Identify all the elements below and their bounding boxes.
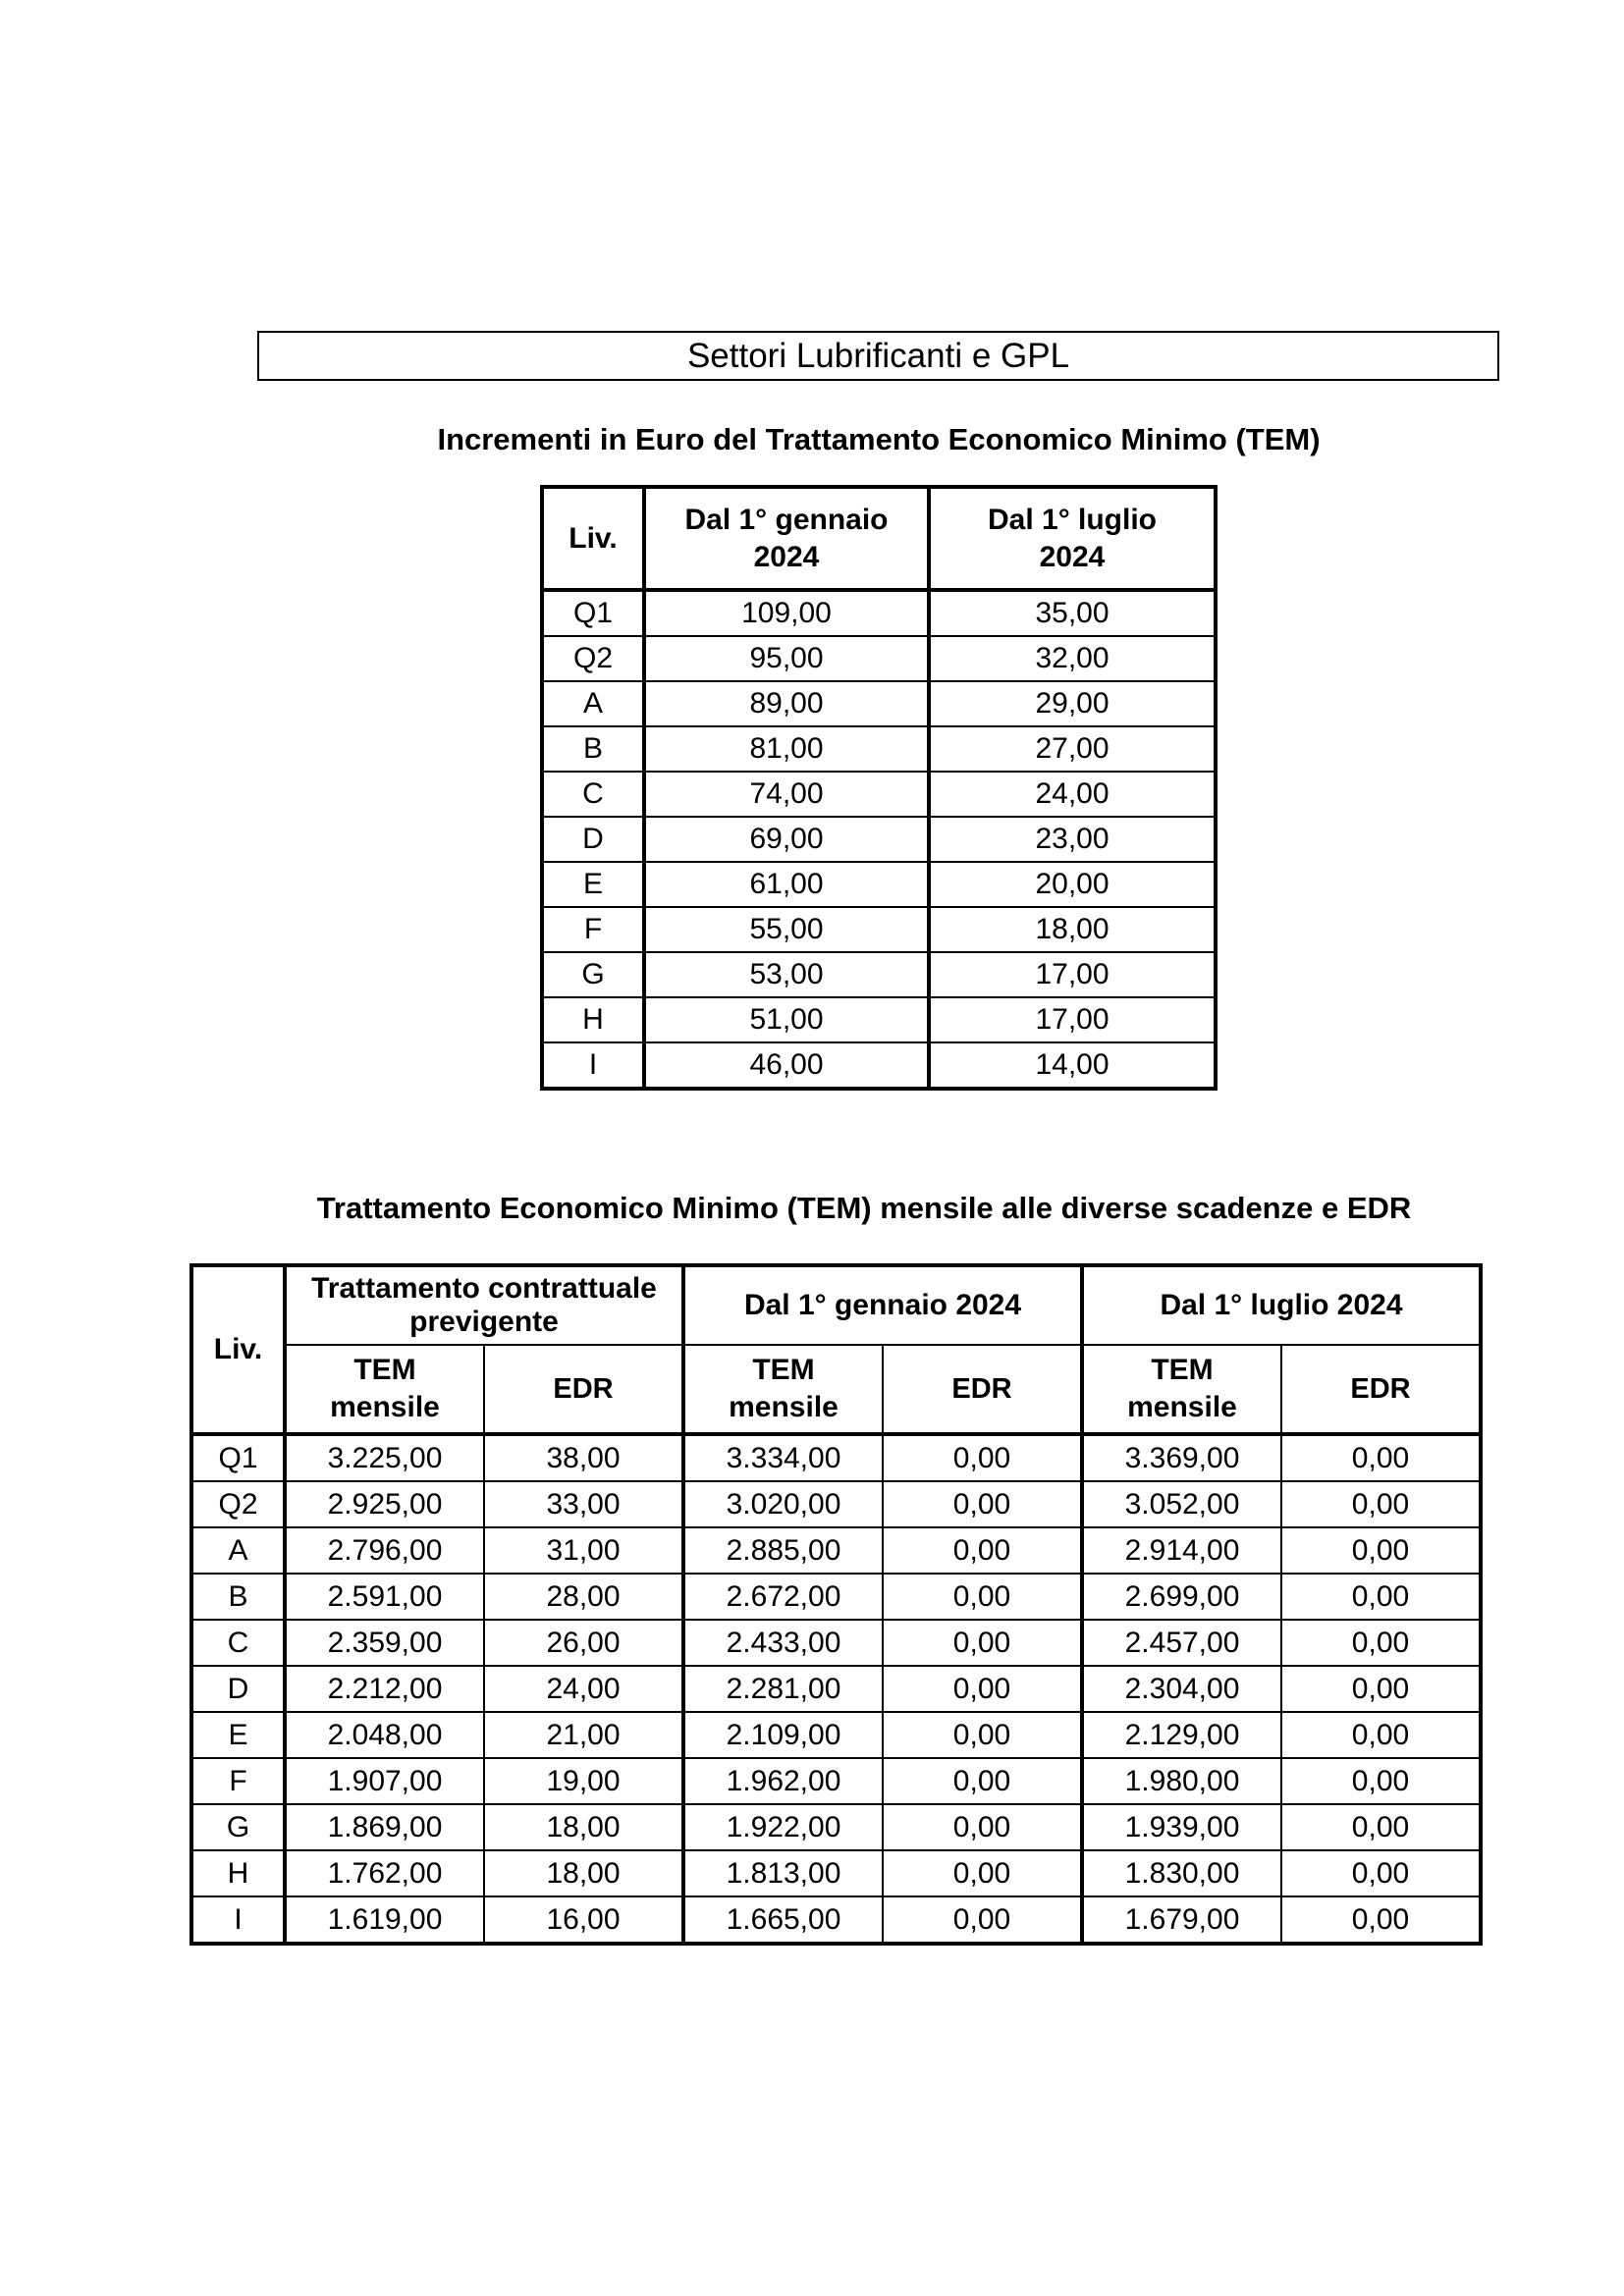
table1-caption: Incrementi in Euro del Trattamento Economico Minimo (TEM): [437, 422, 1321, 456]
table2-cell-lug-tem: 1.679,00: [1082, 1896, 1281, 1944]
table2-cell-prev-tem: 2.212,00: [285, 1666, 484, 1712]
table2-cell-gen-tem: 2.433,00: [683, 1620, 883, 1666]
table1-cell-gen: 81,00: [644, 726, 929, 772]
table1-cell-lug: 17,00: [929, 952, 1216, 997]
tem-monthly-table: [189, 1263, 1483, 1946]
table-row: [191, 1527, 1481, 1574]
table-row: [542, 590, 1216, 636]
table2-cell-liv: A: [191, 1527, 285, 1574]
table1-header-july-line1: Dal 1° luglio: [987, 503, 1158, 536]
table-row: [191, 1758, 1481, 1804]
table2-cell-lug-edr: 0,00: [1281, 1527, 1481, 1574]
table2-cell-lug-edr: 0,00: [1281, 1666, 1481, 1712]
table2-cell-lug-tem: 2.699,00: [1082, 1574, 1281, 1620]
table1-header-january: [644, 487, 929, 590]
table1-cell-liv: D: [542, 817, 644, 862]
table2-cell-gen-tem: 1.665,00: [683, 1896, 883, 1944]
table2-header-prev-edr: EDR: [484, 1345, 683, 1434]
table2-cell-gen-edr: 0,00: [883, 1574, 1082, 1620]
table-row: [191, 1850, 1481, 1896]
table1-cell-gen: 61,00: [644, 862, 929, 907]
table2-cell-gen-tem: 3.020,00: [683, 1481, 883, 1527]
table2-caption: Trattamento Economico Minimo (TEM) mensile alle diverse scadenze e EDR: [316, 1191, 1412, 1225]
table1-cell-gen: 109,00: [644, 590, 929, 636]
table1-cell-gen: 89,00: [644, 681, 929, 726]
table2-cell-prev-tem: 2.591,00: [285, 1574, 484, 1620]
table1-cell-gen: 95,00: [644, 636, 929, 681]
table2-cell-prev-edr: 19,00: [484, 1758, 683, 1804]
tem-label-line2: mensile: [330, 1391, 440, 1423]
table2-cell-liv: Q1: [191, 1434, 285, 1481]
table2-cell-lug-tem: 3.369,00: [1082, 1434, 1281, 1481]
table2-cell-gen-tem: 2.281,00: [683, 1666, 883, 1712]
table1-cell-liv: F: [542, 907, 644, 952]
table2-cell-prev-tem: 2.925,00: [285, 1481, 484, 1527]
table-row: [191, 1712, 1481, 1758]
table2-cell-liv: E: [191, 1712, 285, 1758]
table1-cell-gen: 53,00: [644, 952, 929, 997]
table2-cell-prev-tem: 2.359,00: [285, 1620, 484, 1666]
table-row: [191, 1666, 1481, 1712]
table1-cell-liv: G: [542, 952, 644, 997]
table2-cell-lug-edr: 0,00: [1281, 1434, 1481, 1481]
table1-cell-lug: 27,00: [929, 726, 1216, 772]
table2-header-previgente-line2: previgente: [409, 1306, 559, 1338]
table2-cell-liv: B: [191, 1574, 285, 1620]
table1-cell-liv: A: [542, 681, 644, 726]
table2-header-lug-edr: EDR: [1281, 1345, 1481, 1434]
table2-header-lug-tem: [1082, 1345, 1281, 1434]
table2-cell-liv: C: [191, 1620, 285, 1666]
table1-cell-lug: 14,00: [929, 1042, 1216, 1089]
table2-header-january: Dal 1° gennaio 2024: [683, 1265, 1082, 1345]
table2-cell-liv: I: [191, 1896, 285, 1944]
tem-label-line1: TEM: [752, 1354, 815, 1386]
table2-cell-prev-edr: 26,00: [484, 1620, 683, 1666]
table1-cell-gen: 74,00: [644, 772, 929, 817]
table2-cell-gen-edr: 0,00: [883, 1620, 1082, 1666]
table2-cell-gen-tem: 2.672,00: [683, 1574, 883, 1620]
table2-cell-liv: F: [191, 1758, 285, 1804]
table2-cell-prev-tem: 1.869,00: [285, 1804, 484, 1850]
table1-cell-liv: H: [542, 997, 644, 1042]
table2-cell-prev-tem: 2.048,00: [285, 1712, 484, 1758]
table2-cell-gen-tem: 2.109,00: [683, 1712, 883, 1758]
table2-cell-gen-tem: 1.813,00: [683, 1850, 883, 1896]
table2-cell-lug-edr: 0,00: [1281, 1758, 1481, 1804]
table2-cell-lug-edr: 0,00: [1281, 1896, 1481, 1944]
table2-cell-lug-tem: 1.939,00: [1082, 1804, 1281, 1850]
table2-cell-prev-edr: 18,00: [484, 1850, 683, 1896]
table-row: [191, 1620, 1481, 1666]
table2-header-prev-tem: [285, 1345, 484, 1434]
table2-cell-lug-tem: 2.457,00: [1082, 1620, 1281, 1666]
table-row: [191, 1574, 1481, 1620]
table1-cell-lug: 23,00: [929, 817, 1216, 862]
table2-cell-lug-tem: 1.980,00: [1082, 1758, 1281, 1804]
table2-cell-gen-edr: 0,00: [883, 1850, 1082, 1896]
table2-cell-liv: G: [191, 1804, 285, 1850]
table-row: [542, 907, 1216, 952]
table-row: [542, 636, 1216, 681]
table1-cell-liv: B: [542, 726, 644, 772]
table2-header-liv: Liv.: [191, 1265, 285, 1434]
table1-cell-gen: 69,00: [644, 817, 929, 862]
table2-cell-lug-edr: 0,00: [1281, 1712, 1481, 1758]
table-row: [542, 862, 1216, 907]
table2-cell-prev-tem: 3.225,00: [285, 1434, 484, 1481]
table2-header-july: Dal 1° luglio 2024: [1082, 1265, 1481, 1345]
table2-cell-lug-edr: 0,00: [1281, 1574, 1481, 1620]
table1-header-january-line2: 2024: [753, 540, 820, 573]
increments-table: [540, 485, 1218, 1091]
table2-cell-prev-edr: 28,00: [484, 1574, 683, 1620]
table1-header-july-line2: 2024: [1039, 540, 1106, 573]
table2-cell-gen-edr: 0,00: [883, 1758, 1082, 1804]
table2-cell-gen-edr: 0,00: [883, 1481, 1082, 1527]
table2-cell-gen-edr: 0,00: [883, 1434, 1082, 1481]
table1-cell-liv: Q1: [542, 590, 644, 636]
table2-header-previgente-line1: Trattamento contrattuale: [311, 1272, 657, 1305]
table2-cell-prev-tem: 2.796,00: [285, 1527, 484, 1574]
table2-cell-lug-tem: 2.129,00: [1082, 1712, 1281, 1758]
table2-cell-lug-edr: 0,00: [1281, 1481, 1481, 1527]
table1-cell-liv: E: [542, 862, 644, 907]
table2-cell-gen-edr: 0,00: [883, 1666, 1082, 1712]
tem-label-line2: mensile: [1127, 1391, 1237, 1423]
table2-cell-prev-tem: 1.762,00: [285, 1850, 484, 1896]
table2-cell-gen-edr: 0,00: [883, 1804, 1082, 1850]
table2-cell-gen-edr: 0,00: [883, 1712, 1082, 1758]
table2-header-gen-edr: EDR: [883, 1345, 1082, 1434]
table2-cell-liv: D: [191, 1666, 285, 1712]
table1-cell-liv: C: [542, 772, 644, 817]
table-row: [542, 681, 1216, 726]
table-row: [542, 772, 1216, 817]
table2-cell-gen-tem: 1.922,00: [683, 1804, 883, 1850]
table2-cell-prev-edr: 21,00: [484, 1712, 683, 1758]
table2-cell-gen-edr: 0,00: [883, 1896, 1082, 1944]
table1-header-july: [929, 487, 1216, 590]
tem-label-line1: TEM: [353, 1354, 416, 1386]
table2-cell-lug-tem: 1.830,00: [1082, 1850, 1281, 1896]
table2-cell-gen-tem: 1.962,00: [683, 1758, 883, 1804]
table2-cell-prev-edr: 16,00: [484, 1896, 683, 1944]
table2-cell-prev-edr: 18,00: [484, 1804, 683, 1850]
table2-cell-gen-tem: 3.334,00: [683, 1434, 883, 1481]
table2-cell-lug-edr: 0,00: [1281, 1620, 1481, 1666]
table2-cell-prev-edr: 38,00: [484, 1434, 683, 1481]
table-row: [542, 952, 1216, 997]
table1-cell-lug: 18,00: [929, 907, 1216, 952]
table1-cell-gen: 51,00: [644, 997, 929, 1042]
table-row: [542, 1042, 1216, 1089]
table2-cell-liv: Q2: [191, 1481, 285, 1527]
table2-cell-prev-edr: 24,00: [484, 1666, 683, 1712]
table2-header-previgente: [285, 1265, 683, 1345]
table2-cell-liv: H: [191, 1850, 285, 1896]
page-title: Settori Lubrificanti e GPL: [257, 331, 1499, 381]
table-row: [191, 1434, 1481, 1481]
table2-cell-gen-edr: 0,00: [883, 1527, 1082, 1574]
table2-cell-prev-tem: 1.907,00: [285, 1758, 484, 1804]
table1-cell-lug: 29,00: [929, 681, 1216, 726]
table1-cell-gen: 46,00: [644, 1042, 929, 1089]
table2-cell-prev-edr: 31,00: [484, 1527, 683, 1574]
table1-header-liv: Liv.: [542, 487, 644, 590]
table2-cell-lug-edr: 0,00: [1281, 1804, 1481, 1850]
table1-header-january-line1: Dal 1° gennaio: [684, 503, 889, 536]
table1-cell-lug: 20,00: [929, 862, 1216, 907]
table1-cell-liv: Q2: [542, 636, 644, 681]
table-row: [542, 726, 1216, 772]
table-row: [191, 1481, 1481, 1527]
table-row: [542, 997, 1216, 1042]
table2-cell-lug-tem: 2.914,00: [1082, 1527, 1281, 1574]
tem-label-line1: TEM: [1151, 1354, 1214, 1386]
table2-cell-prev-edr: 33,00: [484, 1481, 683, 1527]
table2-cell-lug-tem: 2.304,00: [1082, 1666, 1281, 1712]
tem-label-line2: mensile: [729, 1391, 839, 1423]
table2-cell-lug-tem: 3.052,00: [1082, 1481, 1281, 1527]
table1-cell-liv: I: [542, 1042, 644, 1089]
table2-header-gen-tem: [683, 1345, 883, 1434]
table-row: [542, 817, 1216, 862]
table1-cell-gen: 55,00: [644, 907, 929, 952]
table1-cell-lug: 24,00: [929, 772, 1216, 817]
table1-header-row: [542, 487, 1216, 590]
table2-header-row-2: [191, 1345, 1481, 1434]
table2-header-row-1: [191, 1265, 1481, 1345]
table2-cell-lug-edr: 0,00: [1281, 1850, 1481, 1896]
table1-cell-lug: 17,00: [929, 997, 1216, 1042]
table1-cell-lug: 32,00: [929, 636, 1216, 681]
table2-cell-prev-tem: 1.619,00: [285, 1896, 484, 1944]
table2-cell-gen-tem: 2.885,00: [683, 1527, 883, 1574]
table1-cell-lug: 35,00: [929, 590, 1216, 636]
table-row: [191, 1896, 1481, 1944]
table-row: [191, 1804, 1481, 1850]
